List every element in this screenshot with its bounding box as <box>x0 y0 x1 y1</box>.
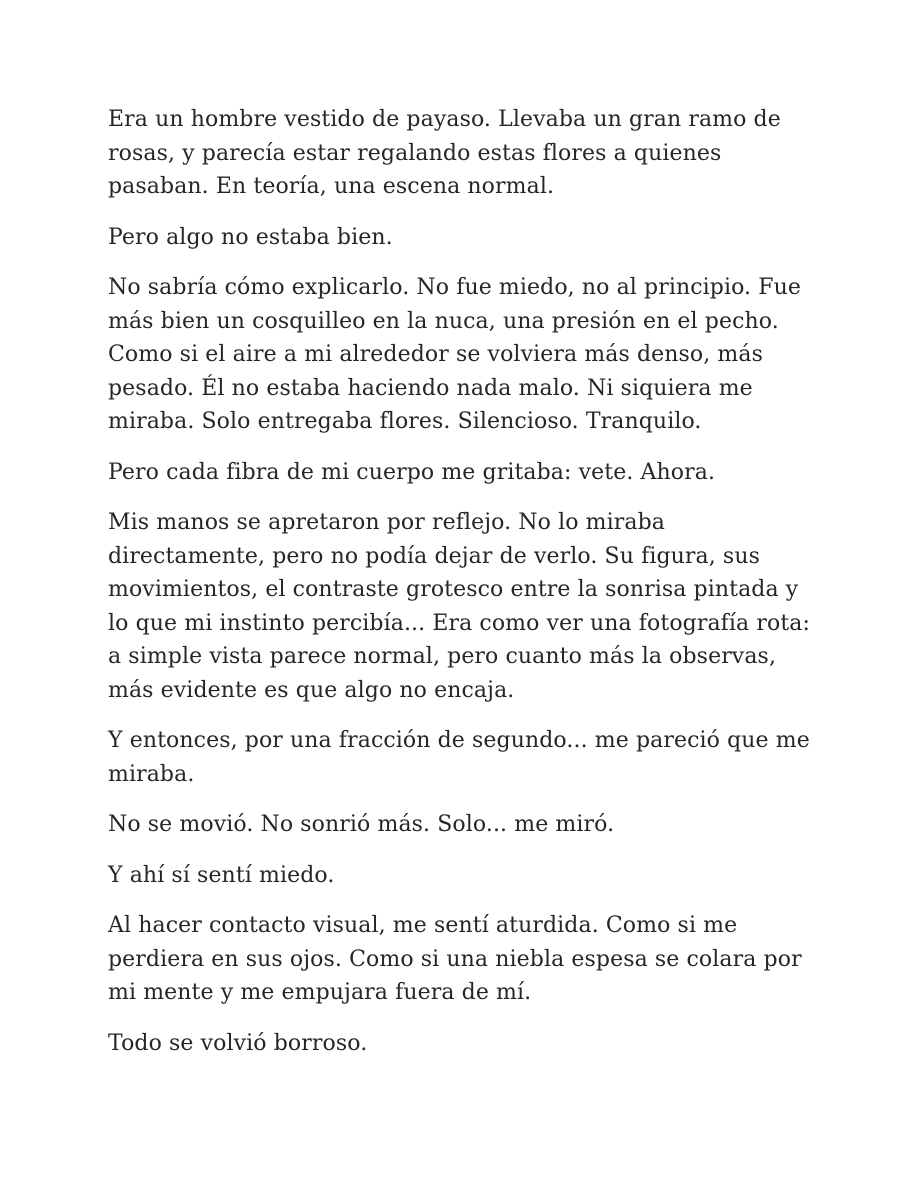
paragraph: Pero cada fibra de mi cuerpo me gritaba: vete. Ahora. <box>108 459 716 485</box>
paragraph: Era un hombre vestido de payaso. Llevaba un gran ramo de rosas, y parecía estar regalando estas flores a quienes pasaban. En teoría, una escena normal. <box>108 107 781 199</box>
paragraph: Mis manos se apretaron por reflejo. No lo miraba directamente, pero no podía dejar de verlo. Su figura, sus movimientos, el contraste grotesco entre la sonrisa pintada y lo que mi instinto percibía... Era como ver una fotografía rota: a simple vista parece normal, pero cuanto más la observas, más evidente es que algo no encaja. <box>108 510 810 703</box>
paragraph: Todo se volvió borroso. <box>108 1030 368 1056</box>
paragraph: No se movió. No sonrió más. Solo... me miró. <box>108 812 615 837</box>
paragraph: Y ahí sí sentí miedo. <box>108 862 335 888</box>
paragraph: Pero algo no estaba bien. <box>108 224 393 250</box>
paragraph: Al hacer contacto visual, me sentí aturdida. Como si me perdiera en sus ojos. Como si una niebla espesa se colara por mi mente y me empujara fuera de mí. <box>108 913 802 1005</box>
paragraph: Y entonces, por una fracción de segundo... me pareció que me miraba. <box>108 728 810 787</box>
paragraph: No sabría cómo explicarlo. No fue miedo, no al principio. Fue más bien un cosquilleo en la nuca, una presión en el pecho. Como si el aire a mi alrededor se volviera más denso, más pesado. Él no estaba haciendo nada malo. Ni siquiera me miraba. Solo entregaba flores. Silencioso. Tranquilo. <box>108 275 801 434</box>
story-text <box>108 103 820 1060</box>
